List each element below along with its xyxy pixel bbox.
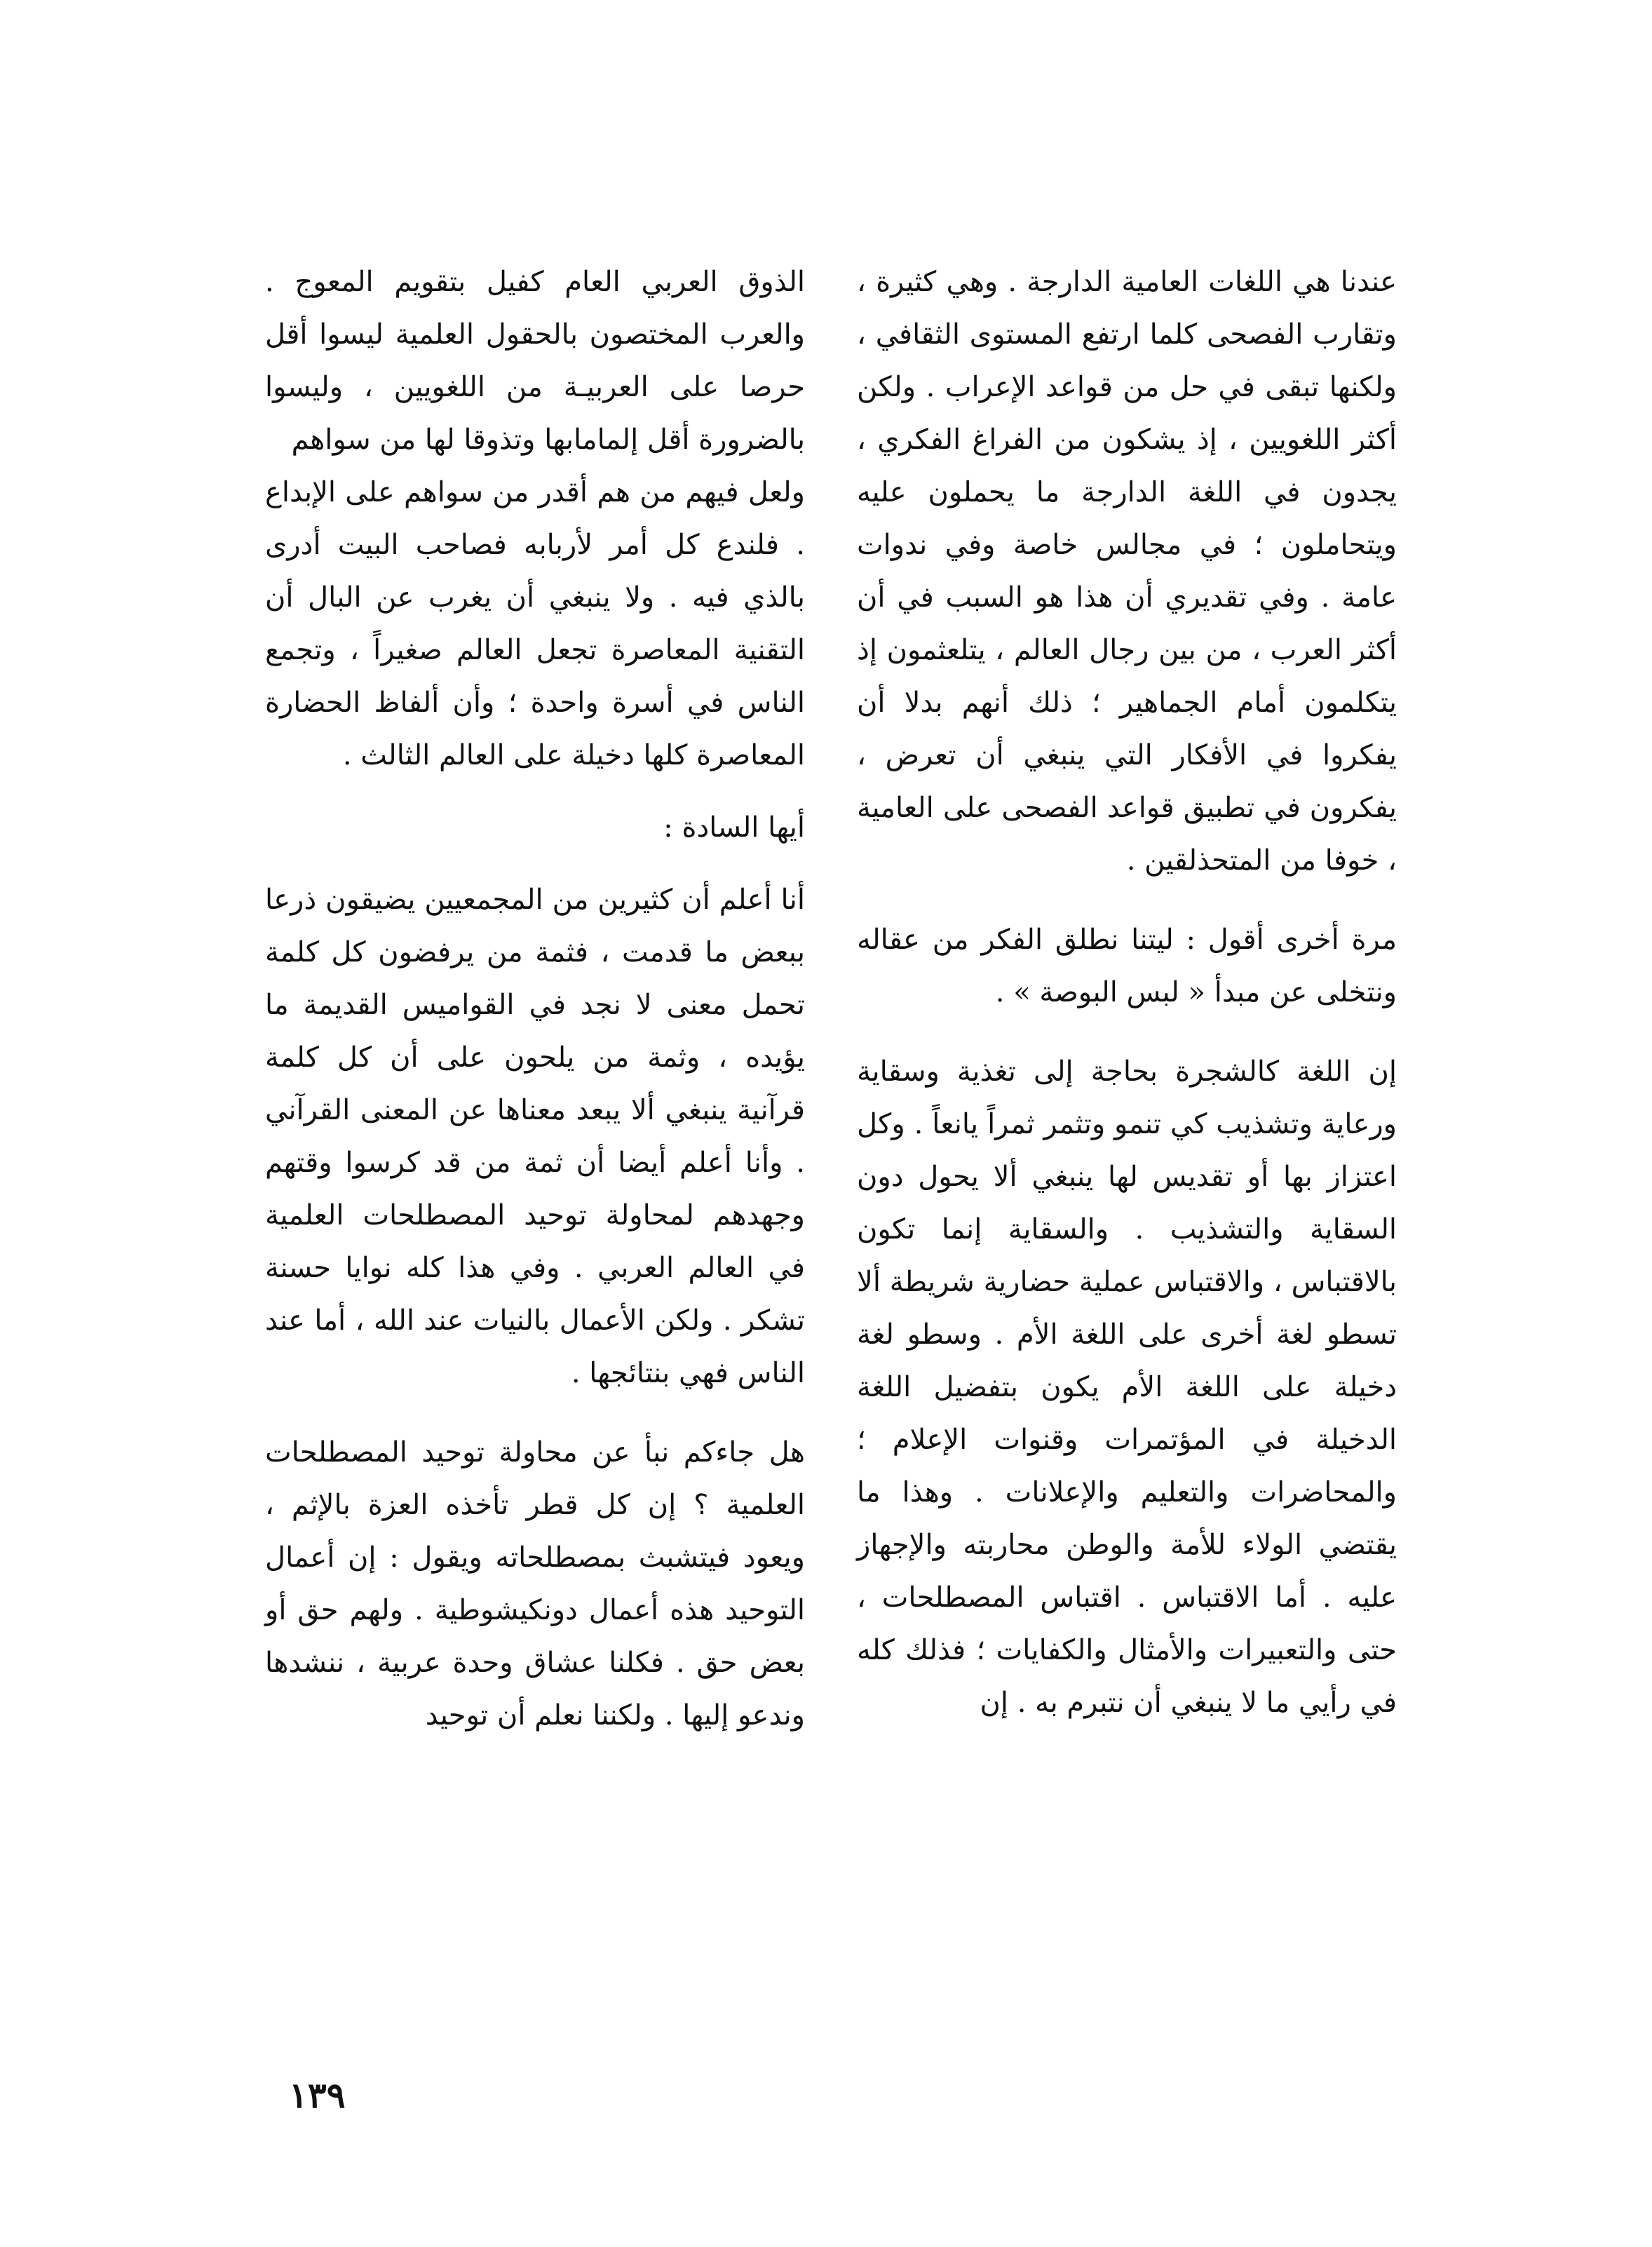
right-paragraph-2: مرة أخرى أقول : ليتنا نطلق الفكر من عقاله ونتخلى عن مبدأ « لبس البوصة » . <box>857 924 1397 1008</box>
section-heading: أيها السادة : <box>663 811 805 844</box>
left-paragraph-2: ولعل فيهم من هم أقدر من سواهم على الإبداع . فلندع كل أمر لأربابه فصاحب البيت أدرى بالذي فيه . ولا ينبغي أن يغرب عن البال أن التقنية المعاصرة تجعل العالم صغيراً ، وتجمع الناس في أسرة واحدة ؛ وأن ألفاظ الحضارة المعاصرة كلها دخيلة على العالم الثالث . <box>265 476 805 771</box>
right-paragraph-3: إن اللغة كالشجرة بحاجة إلى تغذية وسقاية ورعاية وتشذيب كي تنمو وتثمر ثمراً يانعاً . وكل اعتزاز بها أو تقديس لها ينبغي ألا يحول دون السقاية والتشذيب . والسقاية إنما تكون بالاقتباس ، والاقتباس عملية حضارية شريطة ألا تسطو لغة أخرى على اللغة الأم . وسطو لغة دخيلة على اللغة الأم يكون بتفضيل اللغة الدخيلة في المؤتمرات وقنوات الإعلام ؛ والمحاضرات والتعليم والإعلانات . وهذا ما يقتضي الولاء للأمة والوطن محاربته والإجهاز عليه . أما الاقتباس . اقتباس المصطلحات ، حتى والتعبيرات والأمثال والكفايات ؛ فذلك كله في رأيي ما لا ينبغي أن نتبرم به . إن <box>857 1055 1397 1719</box>
left-paragraph-1: الذوق العربي العام كفيل بتقويم المعوج . والعرب المختصون بالحقول العلمية ليسوا أقل حرصا على العربيـة من اللغويين ، وليسوا بالضرورة أقل إلمامابها وتذوقا لها من سواهم <box>265 266 805 456</box>
page-number: ١٣٩ <box>289 2074 346 2116</box>
left-paragraph-4: هل جاءكم نبأ عن محاولة توحيد المصطلحات العلمية ؟ إن كل قطر تأخذه العزة بالإثم ، ويعود فيتشبث بمصطلحاته ويقول : إن أعمال التوحيد هذه أعمال دونكيشوطية . ولهم حق أو بعض حق . فكلنا عشاق وحدة عربية ، ننشدها وندعو إليها . ولكننا نعلم أن توحيد <box>265 1436 805 1732</box>
left-column <box>265 256 805 1742</box>
right-column <box>857 256 1397 1729</box>
left-paragraph-3: أنا أعلم أن كثيرين من المجمعيين يضيقون ذرعا ببعض ما قدمت ، فثمة من يرفضون كل كلمة تحمل معنى لا نجد في القواميس القديمة ما يؤيده ، وثمة من يلحون على أن كل كلمة قرآنية ينبغي ألا يبعد معناها عن المعنى القرآني . وأنا أعلم أيضا أن ثمة من قد كرسوا وقتهم وجهدهم لمحاولة توحيد المصطلحات العلمية في العالم العربي . وفي هذا كله نوايا حسنة تشكر . ولكن الأعمال بالنيات عند الله ، أما عند الناس فهي بنتائجها . <box>265 884 805 1389</box>
right-paragraph-1: عندنا هي اللغات العامية الدارجة . وهي كثيرة ، وتقارب الفصحى كلما ارتفع المستوى الثقافي ، ولكنها تبقى في حل من قواعد الإعراب . ولكن أكثر اللغويين ، إذ يشكون من الفراغ الفكري ، يجدون في اللغة الدارجة ما يحملون عليه ويتحاملون ؛ في مجالس خاصة وفي ندوات عامة . وفي تقديري أن هذا هو السبب في أن أكثر العرب ، من بين رجال العالم ، يتلعثمون إذ يتكلمون أمام الجماهير ؛ ذلك أنهم بدلا أن يفكروا في الأفكار التي ينبغي أن تعرض ، يفكرون في تطبيق قواعد الفصحى على العامية ، خوفا من المتحذلقين . <box>857 266 1397 877</box>
